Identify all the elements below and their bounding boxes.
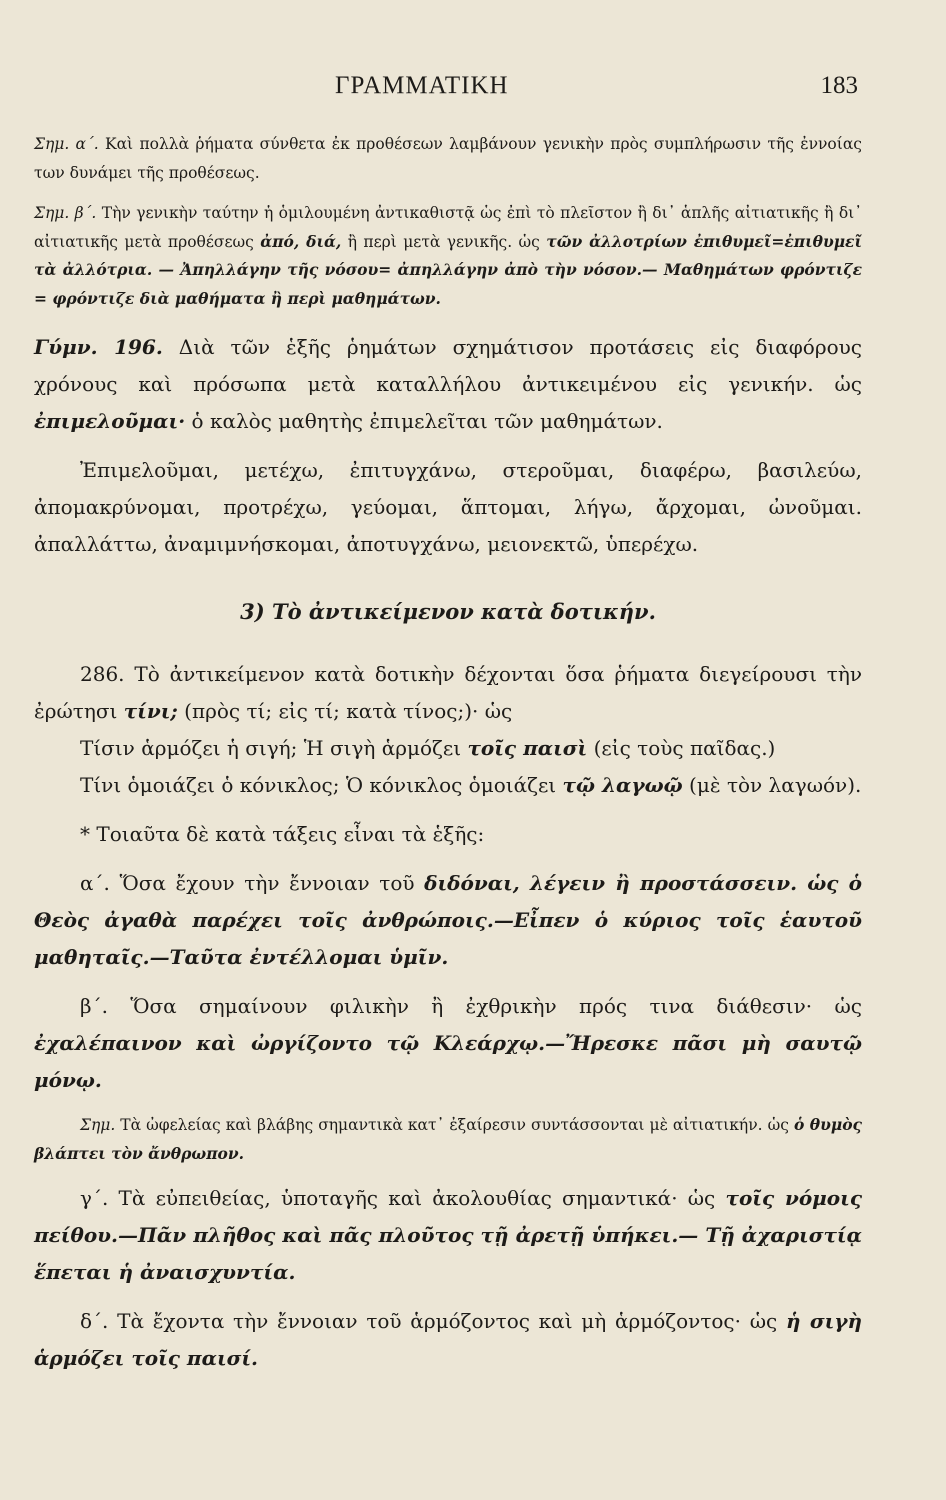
class-c-text-1: γ΄. Τὰ εὐπειθείας, ὑποταγῆς καὶ ἀκολουθίας σημαντικά· ὡς (80, 1186, 716, 1210)
note-c-text-1: Τὰ ὠφελείας καὶ βλάβης σημαντικὰ κατ᾽ ἐξαίρεσιν συντάσσονται μὲ αἰτιατικήν. ὡς (120, 1116, 789, 1134)
class-b (34, 988, 862, 1099)
example-1-dative: τοῖς παισὶ (467, 736, 588, 760)
note-b (34, 199, 862, 313)
exercise-text-1: Διὰ τῶν ἑξῆς ῥημάτων σχημάτισον προτάσεις εἰς διαφόρους χρόνους καὶ πρόσωπα μετὰ καταλλήλου ἀντικειμένου εἰς γενικήν. ὡς (34, 335, 863, 396)
note-a-label: Σημ. α΄. (34, 135, 99, 153)
class-a-examples: διδόναι, λέγειν ἢ προστάσσειν. ὡς ὁ Θεὸς ἀγαθὰ παρέχει τοῖς ἀνθρώποις.—Εἶπεν ὁ κύριος τοῖς ἑαυτοῦ μαθηταῖς.—Ταῦτα ἐντέλλομαι ὑμῖν. (34, 871, 863, 969)
section-heading: 3) Τὸ ἀντικείμενον κατὰ δοτικήν. (240, 599, 656, 624)
class-b-examples: ἐχαλέπαινον καὶ ὠργίζοντο τῷ Κλεάρχῳ.—Ἤρεσκε πᾶσι μὴ σαυτῷ μόνῳ. (34, 1031, 862, 1092)
example-1-text-3: (εἰς τοὺς παῖδας.) (593, 736, 776, 760)
note-c (34, 1111, 862, 1168)
verb-list: Ἐπιμελοῦμαι, μετέχω, ἐπιτυγχάνω, στεροῦμαι, διαφέρω, βασιλεύω, ἀπομακρύνομαι, προτρέχω, γεύομαι, ἅπτομαι, λήγω, ἄρχομαι, ὠνοῦμαι. ἀπαλλάττω, ἀναμιμνήσκομαι, ἀποτυγχάνω, μειονεκτῶ, ὑπερέχω. (34, 458, 862, 556)
note-c-example: ὁ θυμὸς βλάπτει τὸν ἄνθρωπον. (34, 1115, 862, 1163)
page-number: 183 (820, 72, 858, 99)
paragraph-286 (34, 656, 862, 730)
note-b-text-3: ἢ περὶ μετὰ γενικῆς. ὡς (347, 232, 540, 251)
page-content (34, 130, 862, 1377)
note-b-label: Σημ. β΄. (34, 204, 97, 222)
exercise-196 (34, 329, 862, 440)
example-2-text-3: (μὲ τὸν λαγωόν). (689, 773, 862, 797)
exercise-example-verb: ἐπιμελοῦμαι· (34, 409, 186, 433)
class-d-example: ἡ σιγὴ ἁρμόζει τοῖς παισί. (34, 1309, 863, 1370)
para-286-text-3: (πρὸς τί; εἰς τί; κατὰ τίνος;)· ὡς (184, 699, 513, 723)
class-d (34, 1303, 862, 1377)
running-title: ΓΡΑΜΜΑΤΙΚΗ (335, 72, 509, 99)
note-b-prepositions: ἀπό, διά, (260, 231, 342, 251)
class-c-examples: τοῖς νόμοις πείθου.—Πᾶν πλῆθος καὶ πᾶς πλοῦτος τῇ ἀρετῇ ὑπήκει.— Τῇ ἀχαριστίᾳ ἕπεται ἡ ἀναισχυντία. (34, 1186, 862, 1284)
note-a (34, 130, 862, 187)
example-2-dative: τῷ λαγωῷ (562, 773, 683, 797)
class-a (34, 865, 862, 976)
class-a-text-1: α΄. Ὅσα ἔχουν τὴν ἔννοιαν τοῦ (80, 871, 415, 895)
classes-intro: * Τοιαῦτα δὲ κατὰ τάξεις εἶναι τὰ ἑξῆς: (80, 822, 485, 846)
note-b-examples: τῶν ἀλλοτρίων ἐπιθυμεῖ=ἐπιθυμεῖ τὰ ἀλλότρια. — Ἀπηλλάγην τῆς νόσου= ἀπηλλάγην ἀπὸ τὴν νόσον.— Μαθημάτων φρόντιζε = φρόντιζε διὰ μαθήματα ἢ περὶ μαθημάτων. (34, 231, 862, 308)
example-1-text-1: Τίσιν ἁρμόζει ἡ σιγή; Ἡ σιγὴ ἁρμόζει (80, 736, 462, 760)
class-b-text-1: β΄. Ὅσα σημαίνουν φιλικὴν ἢ ἐχθρικὴν πρός τινα διάθεσιν· ὡς (80, 994, 862, 1018)
class-d-text-1: δ΄. Τὰ ἔχοντα τὴν ἔννοιαν τοῦ ἁρμόζοντος καὶ μὴ ἁρμόζοντος· ὡς (80, 1309, 778, 1333)
para-286-text-1: 286. Τὸ ἀντικείμενον κατὰ δοτικὴν δέχονται ὅσα ῥήματα διεγείρουσι τὴν ἐρώτησι (34, 662, 862, 723)
note-b-text-1: Τὴν γενικὴν ταύτην ἡ ὁμιλουμένη ἀντικαθιστᾷ ὡς ἐπὶ τὸ πλεῖστον ἢ δι᾽ ἁπλῆς αἰτιατικῆς ἢ δι᾽ αἰτιατικῆς μετὰ προθέσεως (34, 204, 862, 251)
example-2 (34, 767, 862, 804)
example-1 (34, 730, 862, 767)
exercise-text-3: ὁ καλὸς μαθητὴς ἐπιμελεῖται τῶν μαθημάτων. (191, 409, 663, 433)
note-c-label: Σημ. (80, 1116, 116, 1134)
para-286-question: τίνι; (123, 699, 178, 723)
class-c (34, 1180, 862, 1291)
page-header (0, 72, 946, 106)
example-2-text-1: Τίνι ὁμοιάζει ὁ κόνικλος; Ὁ κόνικλος ὁμοιάζει (80, 773, 557, 797)
note-a-text: Καὶ πολλὰ ῥήματα σύνθετα ἐκ προθέσεων λαμβάνουν γενικὴν πρὸς συμπλήρωσιν τῆς ἐννοίας των δυνάμει τῆς προθέσεως. (34, 135, 862, 182)
exercise-label: Γύμν. 196. (34, 335, 163, 359)
